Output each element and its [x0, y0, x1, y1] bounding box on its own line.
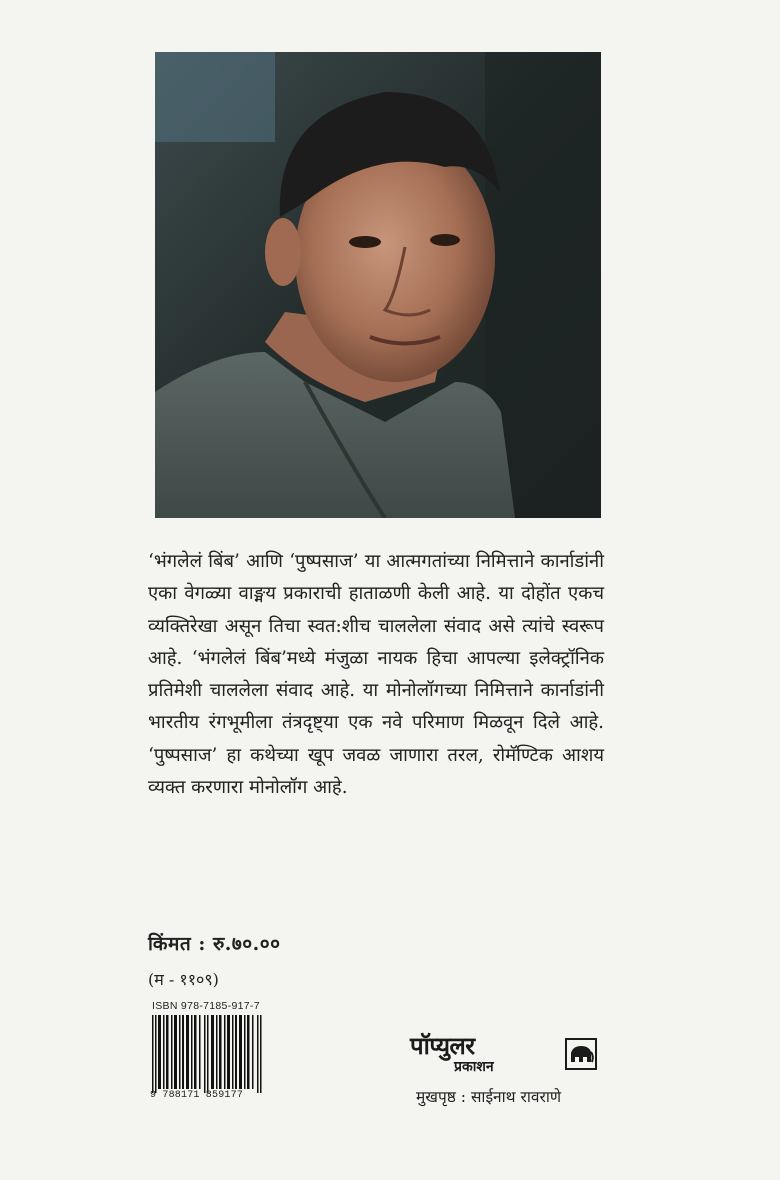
publisher-subtitle: प्रकाशन [454, 1059, 494, 1075]
price-label: किंमत : रु.७०.०० [148, 933, 281, 955]
blurb-paragraph: ‘भंगलेलं बिंब’ आणि ‘पुष्पसाज’ या आत्मगतांच्या निमित्ताने कार्नाडांनी एका वेगळ्या वाङ्मय प्रकाराची हाताळणी केली आहे. या दोहोंत एकच व्यक्तिरेखा असून तिचा स्वत:शीच चाललेला संवाद असे त्यांचे स्वरूप आहे. ‘भंगलेलं बिंब’मध्ये मंजुळा नायक हिचा आपल्या इलेक्ट्रॉनिक प्रतिमेशी चाललेला संवाद आहे. या मोनोलॉगच्या निमित्ताने कार्नाडांनी भारतीय रंगभूमीला तंत्रदृष्ट्या एक नवे परिमाण मिळवून दिले आहे. ‘पुष्पसाज’ हा कथेच्या खूप जवळ जाणारा तरल, रोमॅण्टिक आशय व्यक्त करणारा मोनोलॉग आहे. [148, 551, 604, 799]
barcode [150, 1015, 265, 1093]
catalog-code: (म - ११०९) [148, 970, 219, 989]
elephant-logo-icon [565, 1038, 597, 1070]
blurb-text [148, 546, 604, 804]
cover-credit: मुखपृष्ठ : साईनाथ रावराणे [416, 1088, 562, 1106]
publisher-name: पॉप्युलर [410, 1032, 475, 1060]
isbn-label: ISBN 978-7185-917-7 [152, 1000, 260, 1012]
author-photo [155, 52, 601, 518]
publisher-logo [410, 1032, 600, 1079]
barcode-bars-icon [150, 1015, 265, 1093]
author-portrait [155, 52, 601, 518]
barcode-digits: 9 788171 859177 [150, 1090, 244, 1101]
